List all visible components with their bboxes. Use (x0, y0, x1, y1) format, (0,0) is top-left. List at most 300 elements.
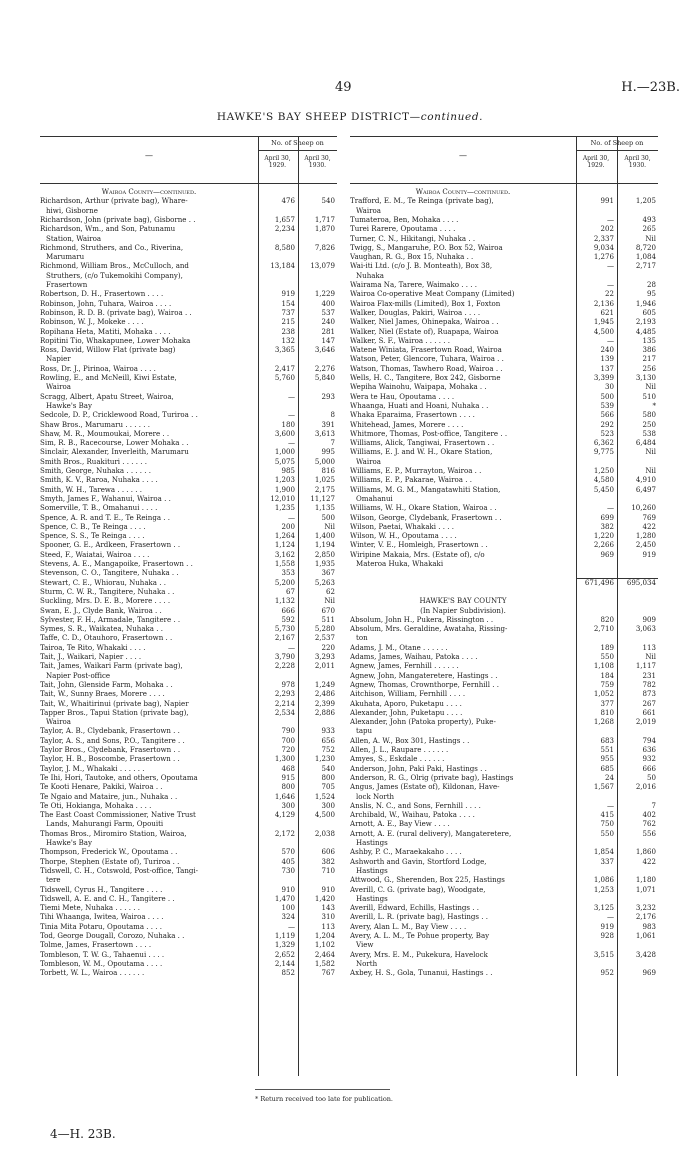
table-row (40, 690, 337, 699)
table-row (40, 235, 337, 244)
sheep-count-1930: 1,860 (635, 848, 656, 857)
sheep-count-1930: 762 (642, 820, 656, 829)
owner-name: Amyes, S., Eskdale . . . . . . (350, 755, 445, 764)
sheep-count-1929: — (287, 439, 295, 448)
owner-name: Anderson, John, Paki Paki, Hastings . . (350, 764, 487, 773)
sheep-count-1930: 2,019 (635, 718, 656, 727)
sheep-count-1929: 2,534 (274, 708, 295, 717)
table-row (350, 532, 658, 541)
table-row (350, 560, 658, 569)
sheep-count-1929: 1,657 (274, 215, 295, 224)
sheep-count-1929: 539 (600, 401, 614, 410)
sheep-count-1929: 202 (600, 225, 614, 234)
table-row (350, 411, 658, 420)
sheep-count-1930: 1,946 (635, 299, 656, 308)
sheep-count-1929: 353 (281, 569, 295, 578)
table-row (350, 402, 658, 411)
sheep-count-1930: 293 (321, 392, 335, 401)
sheep-count-1929: 2,417 (274, 364, 295, 373)
owner-name: tapu (356, 727, 373, 736)
owner-name: Suckling, Mrs. D. E. B., Morere . . . . (40, 597, 171, 606)
owner-name: lock North (356, 792, 395, 801)
sheep-count-1929: 238 (281, 327, 295, 336)
sheep-count-1930: 1,717 (314, 215, 335, 224)
owner-name: Anderson, R. G., Olrig (private bag), Hastings (350, 773, 514, 782)
sheep-count-1929: 969 (600, 550, 614, 559)
sheep-count-1929: 683 (600, 736, 614, 745)
sheep-count-1930: 666 (642, 764, 656, 773)
table-row (350, 541, 658, 550)
sheep-count-1929: 1,220 (593, 532, 614, 541)
owner-name: Ashworth and Gavin, Stortford Lodge, (350, 857, 487, 866)
table-row (350, 700, 658, 709)
sheep-count-1929: 2,144 (274, 959, 295, 968)
owner-name: Angus, James (Estate of), Kildonan, Have- (350, 783, 500, 792)
sheep-count-1929: 671,496 (584, 578, 614, 587)
table-row (40, 216, 337, 225)
owner-name: Tait, J., Waikari, Napier . . . . (40, 653, 142, 661)
owner-name: Te Oti, Hokianga, Mohaka . . . . (40, 801, 152, 810)
sheep-count-1929: 1,646 (274, 792, 295, 801)
sheep-count-1929: 2,710 (593, 625, 614, 634)
owner-name: Stevenson, C. O., Tangitere, Nuhaka . . (40, 569, 179, 578)
owner-name: Napier Post-office (46, 671, 111, 680)
owner-name: Watene Winiata, Frasertown Road, Wairoa (350, 346, 502, 355)
table-row (40, 895, 337, 904)
table-row (350, 476, 658, 485)
sheep-count-1930: 4,910 (635, 476, 656, 485)
sheep-count-1929: 8,580 (274, 243, 295, 252)
owner-name: Wairoa Flax-mills (Limited), Box 1, Foxton (350, 299, 501, 308)
sheep-count-1930: 636 (642, 746, 656, 754)
table-row (350, 495, 658, 504)
sheep-count-1930: 769 (642, 513, 656, 522)
table-row (350, 235, 658, 244)
table-row (350, 923, 658, 932)
sheep-count-1930: * (652, 401, 656, 410)
total-row (350, 579, 658, 588)
owner-name: Winter, V. E., Homleigh, Frasertown . . (350, 541, 488, 550)
table-row (350, 486, 658, 495)
owner-name: Sinclair, Alexander, Inverleith, Marumaru (40, 448, 189, 457)
sheep-count-1929: 919 (600, 922, 614, 931)
title-suffix: continued. (420, 111, 484, 123)
owner-name: Tombleson, T. W. G., Tahaenui . . . . (40, 950, 165, 959)
owner-name: Thorpe, Stephen (Estate of), Turiroa . . (40, 857, 180, 866)
owner-name: Wairoa (46, 718, 71, 727)
sheep-count-1930: 5,840 (314, 374, 335, 382)
owner-name: Alexander, John, Puketapu . . . . (350, 708, 463, 717)
table-row (40, 848, 337, 857)
table-row (40, 867, 337, 876)
owner-name: Materoa Huka, Whakaki (356, 560, 444, 568)
owner-name: Whaka Eparaima, Frasertown . . . . (350, 411, 475, 420)
owner-name: Wilson, George, Clydebank, Frasertown . . (350, 513, 502, 522)
sheep-count-1930: 1,025 (314, 476, 335, 485)
table-row (40, 616, 337, 625)
owner-name: Smyth, James F., Wahanui, Wairoa . . (40, 494, 171, 503)
sheep-count-1929: — (606, 336, 614, 345)
section-heading (40, 188, 337, 197)
table-row (40, 923, 337, 932)
table-row (40, 811, 337, 820)
sheep-count-1930: 5,000 (314, 457, 335, 466)
table-row (350, 653, 658, 662)
owner-name: Smith, George, Nuhaka . . . . . . (40, 467, 151, 475)
sheep-count-1929: 570 (281, 848, 295, 857)
table-row (40, 672, 337, 681)
owner-name: Te Kooti Henare, Pakiki, Wairoa . . (40, 783, 163, 792)
owner-name: Tidswell, Cyrus H., Tangitere . . . . (40, 885, 163, 894)
sheep-count-1930: 873 (642, 690, 656, 699)
sheep-count-1929: 800 (281, 783, 295, 792)
owner-name: Spence, A. R. and T. E., Te Reinga . . (40, 513, 171, 522)
sheep-count-1929: 790 (281, 727, 295, 736)
table-row (350, 793, 658, 802)
owner-name: Smith, K. V., Raroa, Nuhaka . . . . (40, 476, 158, 485)
sheep-count-1929: 1,253 (593, 885, 614, 894)
sheep-count-1929: 1,086 (593, 876, 614, 885)
table-row (40, 430, 337, 439)
table-row (350, 328, 658, 337)
table-row (350, 346, 658, 355)
table-row (350, 523, 658, 532)
table-row (350, 941, 658, 950)
table-row (40, 569, 337, 578)
owner-name: Symes, S. R., Waikatea, Nuhaka . . (40, 625, 163, 634)
table-row (350, 783, 658, 792)
table-row (40, 365, 337, 374)
table-row (40, 746, 337, 755)
sheep-count-1930: Nil (645, 467, 656, 475)
april-1929-header: April 30, 1929. (582, 155, 610, 169)
table-row (40, 802, 337, 811)
table-row (350, 681, 658, 690)
sheep-count-1930: 50 (647, 773, 656, 782)
table-row (350, 839, 658, 848)
sheep-count-1929: 1,900 (274, 485, 295, 494)
owner-name: Napier (46, 355, 71, 364)
table-row (40, 253, 337, 262)
sheep-count-1930: 995 (321, 448, 335, 457)
owner-name: Tolme, James, Frasertown . . . . (40, 941, 152, 950)
sheep-count-1929: 3,600 (274, 429, 295, 438)
owner-name: Taylor, H. B., Boscombe, Frasertown . . (40, 755, 180, 764)
owner-name: Tiemi Mete, Nuhaka . . . . . . (40, 904, 140, 913)
sheep-count-1929: 3,365 (274, 346, 295, 355)
sheep-count-1930: 5,280 (314, 625, 335, 634)
table-row (40, 644, 337, 653)
owner-name: Hastings (356, 894, 388, 903)
owner-name: Spence, C. B., Te Reinga . . . . (40, 522, 146, 531)
owner-name: Williams, W. H., Okare Station, Wairoa . . (350, 504, 497, 513)
owner-name: Scragg, Albert, Apatu Street, Wairoa, (40, 392, 174, 401)
sheep-count-header: No. of Sheep on (576, 139, 658, 151)
sheep-count-1929: 2,167 (274, 634, 295, 643)
owner-name: Whitehead, James, Morere . . . . (350, 420, 464, 429)
sheep-count-1930: 147 (321, 336, 335, 345)
table-row (350, 551, 658, 560)
sheep-count-1930: 386 (642, 346, 656, 355)
sheep-count-1929: 415 (600, 811, 614, 820)
sheep-count-1929: 1,264 (274, 532, 295, 541)
sheep-count-1929: 720 (281, 746, 295, 754)
table-row (350, 718, 658, 727)
owner-name: The East Coast Commissioner, Native Trust (40, 811, 196, 820)
sheep-count-1929: 24 (605, 773, 614, 782)
sheep-count-1930: 6,497 (635, 485, 656, 494)
sheep-count-1930: 2,038 (314, 829, 335, 838)
owner-name: Walker, S. F., Wairoa . . . . . . (350, 336, 450, 345)
owner-name: Hastings (356, 866, 388, 875)
owner-name: Taylor, A. B., Clydebank, Frasertown . . (40, 727, 180, 736)
sheep-count-1929: — (606, 281, 614, 289)
sheep-count-1929: 200 (281, 522, 295, 531)
table-row (350, 458, 658, 467)
table-row (350, 616, 658, 625)
owner-name: Tait, W., Whaitirinui (private bag), Napier (40, 699, 189, 708)
table-row (350, 876, 658, 885)
sheep-count-1929: 132 (281, 336, 295, 345)
table-row (40, 597, 337, 606)
table-row (350, 690, 658, 699)
owner-name: Williams, E. J. and W. H., Okare Station, (350, 448, 493, 457)
owner-name: Wiripine Makaia, Mrs. (Estate of), c/o (350, 550, 485, 559)
sheep-count-1930: 2,276 (314, 364, 335, 373)
sheep-count-1930: 10,260 (631, 504, 656, 513)
table-row (350, 207, 658, 216)
sheep-count-1930: 3,130 (635, 374, 656, 382)
sheep-count-1929: 985 (281, 467, 295, 475)
sheep-count-1929: — (606, 801, 614, 810)
sheep-count-1930: Nil (645, 383, 656, 392)
owner-name: Attwood, G., Sherenden, Box 225, Hastings (350, 876, 505, 885)
table-row (350, 709, 658, 718)
table-row (350, 644, 658, 653)
owner-name: (In Napier Subdivision). (420, 606, 506, 615)
sheep-count-1930: 4,500 (314, 811, 335, 820)
table-row (350, 858, 658, 867)
table-row (40, 337, 337, 346)
sheep-count-1930: 537 (321, 308, 335, 317)
owner-name: Ross, Dr. J., Pirinoa, Wairoa . . . . (40, 364, 156, 373)
sheep-count-1930: 11,127 (310, 494, 335, 503)
sheep-count-1930: 909 (642, 615, 656, 624)
table-row (40, 411, 337, 420)
owner-name: Wepiha Wainohu, Waipapa, Mohaka . . (350, 383, 487, 392)
owner-name: Struthers, (c/o Tukemokihi Company), (46, 271, 183, 280)
sheep-count-1929: 3,515 (593, 950, 614, 959)
sheep-count-1929: 2,214 (274, 699, 295, 708)
sheep-count-1930: 113 (321, 922, 335, 931)
sheep-count-1929: 2,652 (274, 950, 295, 959)
owner-name: Walker, Douglas, Pakiri, Wairoa . . . . (350, 308, 481, 317)
april-1930-header: April 30, 1930. (304, 155, 331, 169)
table-row (40, 318, 337, 327)
sheep-count-1929: 5,450 (593, 485, 614, 494)
table-row (40, 514, 337, 523)
sheep-count-1929: 4,129 (274, 811, 295, 820)
owner-name: hiwi, Gisborne (46, 206, 98, 215)
sheep-count-1929: 1,132 (274, 597, 295, 606)
sheep-count-1929: — (287, 922, 295, 931)
section-heading (350, 597, 658, 606)
sheep-count-1930: 710 (321, 866, 335, 875)
sheep-count-1929: 5,730 (274, 625, 295, 634)
column-rule (617, 136, 618, 1076)
owner-name: Rowling, E., and McNeill, Kiwi Estate, (40, 374, 177, 382)
sheep-count-1930: 1,230 (314, 755, 335, 764)
table-row (40, 820, 337, 829)
table-row (40, 662, 337, 671)
table-row (40, 951, 337, 960)
sheep-count-1929: 180 (281, 420, 295, 429)
owner-name: Agnew, James, Fernhill . . . . . . (350, 662, 459, 671)
table-row (350, 932, 658, 941)
owner-name: Williams, E. P., Murrayton, Wairoa . . (350, 467, 482, 475)
owner-name: Wilson, W. H., Opoutama . . . . (350, 532, 457, 541)
table-row (350, 467, 658, 476)
sheep-count-1929: 737 (281, 308, 295, 317)
sheep-count-1929: 1,119 (274, 932, 295, 940)
owner-name: Avery, Mrs. E. M., Pukekura, Havelock (350, 950, 488, 959)
sheep-count-1930: 1,117 (635, 662, 656, 671)
table-row (350, 802, 658, 811)
sheep-count-1929: 468 (281, 764, 295, 773)
owner-name: Smith, W. H., Tarewa . . . . . . (40, 485, 142, 494)
owner-name: tere (46, 876, 61, 885)
table-row (40, 439, 337, 448)
table-row (40, 588, 337, 597)
sheep-count-1929: 1,470 (274, 894, 295, 903)
sheep-count-1930: 1,524 (314, 792, 335, 801)
sheep-count-1930: 95 (647, 290, 656, 299)
table-row (40, 225, 337, 234)
sheep-count-1930: 752 (321, 746, 335, 754)
document-reference: H.—23B. (621, 80, 680, 95)
table-row (350, 244, 658, 253)
owner-name: Sylvester, F. H., Armadale, Tangitere . . (40, 615, 181, 624)
sheep-count-1929: 67 (286, 587, 295, 596)
owner-name: Marumaru (46, 253, 85, 262)
sheep-count-1929: 928 (600, 932, 614, 940)
sheep-count-1930: 3,646 (314, 346, 335, 355)
sheep-count-1929: 154 (281, 299, 295, 308)
sheep-count-1929: 476 (281, 197, 295, 206)
sheep-count-1929: 1,203 (274, 476, 295, 485)
sheep-count-1930: 217 (642, 355, 656, 364)
owner-name: Williams, Alick, Tangiwai, Frasertown . . (350, 439, 495, 448)
owner-name: North (356, 959, 378, 968)
owner-name: Tombleson, W. M., Opoutama . . . . (40, 959, 163, 968)
owner-name: Tumateroa, Ben, Mohaka . . . . (350, 215, 459, 224)
name-column-header: — (145, 151, 153, 160)
table-row (350, 848, 658, 857)
owner-name: Vaughan, R. G., Box 15, Nuhaka . . (350, 253, 474, 262)
section-heading (350, 607, 658, 616)
sheep-count-1930: 2,464 (314, 950, 335, 959)
sheep-count-1930: 910 (321, 885, 335, 894)
sheep-count-1930: 919 (642, 550, 656, 559)
sheep-count-1930: 1,420 (314, 894, 335, 903)
table-row (40, 876, 337, 885)
sheep-count-1929: 137 (600, 364, 614, 373)
sheep-count-1930: 1,280 (635, 532, 656, 541)
owner-name: Anslis, N. C., and Sons, Fernhill . . . . (350, 801, 481, 810)
table-row (350, 886, 658, 895)
owner-name: Turei Rarere, Opoutama . . . . (350, 225, 456, 234)
sheep-count-1929: 550 (600, 829, 614, 838)
owner-name: Wai-iti Ltd. (c/o J. B. Monteath), Box 38, (350, 262, 493, 271)
sheep-count-1930: 2,175 (314, 485, 335, 494)
sheep-count-1930: 2,399 (314, 699, 335, 708)
owner-name: Sim, R. B., Racecourse, Lower Mohaka . . (40, 439, 189, 448)
owner-name: HAWKE'S BAY COUNTY (419, 597, 507, 606)
sheep-count-1930: 1,180 (635, 876, 656, 885)
sheep-count-1929: 1,300 (274, 755, 295, 764)
owner-name: Archibald, W., Waihau, Patoka . . . . (350, 811, 475, 820)
table-row (350, 374, 658, 383)
table-row (350, 774, 658, 783)
table-row (350, 625, 658, 634)
owner-name: Steed, F., Waiatai, Wairoa . . . . (40, 550, 150, 559)
sheep-count-1930: 816 (321, 467, 335, 475)
sheep-count-1929: 3,125 (593, 904, 614, 913)
name-column-header: — (459, 151, 467, 160)
sheep-count-1930: 606 (321, 848, 335, 857)
owner-name: Hawke's Bay (46, 401, 92, 410)
footnote-rule (255, 1089, 390, 1090)
owner-name: Arnott, A. E., Bay View . . . . (350, 820, 450, 829)
sheep-count-1929: 4,500 (593, 327, 614, 336)
sheep-count-1929: 6,362 (593, 439, 614, 448)
owner-name: Tait, James, Waikari Farm (private bag), (40, 662, 183, 671)
owner-name: Axbey, H. S., Gola, Tunanui, Hastings . . (350, 969, 493, 978)
sheep-count-1930: 1,135 (314, 504, 335, 513)
table-row (40, 476, 337, 485)
table-row (40, 625, 337, 634)
table-row (40, 448, 337, 457)
sheep-count-1930: 1,582 (314, 959, 335, 968)
table-row (40, 839, 337, 848)
table-row (350, 197, 658, 206)
owner-name: Trafford, E. M., Te Reinga (private bag), (350, 197, 494, 206)
sheep-count-1929: 621 (600, 308, 614, 317)
sheep-count-1930: Nil (324, 522, 335, 531)
sheep-count-1930: 538 (642, 429, 656, 438)
owner-name: Richardson, Wm., and Son, Patunamu (40, 225, 176, 234)
owner-name: Agnew, John, Mangateretere, Hastings . . (350, 671, 498, 680)
sheep-count-1930: 422 (642, 522, 656, 531)
owner-name: Ashby, P. C., Maraekakaho . . . . (350, 848, 462, 857)
owner-name: Adams, J. M., Otane . . . . . . (350, 643, 448, 652)
sheep-count-1929: 978 (281, 680, 295, 689)
sheep-count-1929: 9,775 (593, 448, 614, 457)
sheep-count-1930: 5,263 (314, 578, 335, 587)
sheep-count-1930: 240 (321, 318, 335, 327)
sheep-count-1930: 767 (321, 969, 335, 978)
table-row (40, 793, 337, 802)
table-row (40, 737, 337, 746)
owner-name: Williams, E. P., Pakarae, Wairoa . . (350, 476, 472, 485)
sheep-count-1929: 810 (600, 708, 614, 717)
sheep-count-1929: 1,108 (593, 662, 614, 671)
sheep-count-1929: 405 (281, 857, 295, 866)
table-row (40, 932, 337, 941)
owner-name: Tod, George Dougall, Corozo, Nuhaka . . (40, 932, 185, 940)
sheep-count-1930: 3,293 (314, 653, 335, 661)
sheep-count-1929: 1,567 (593, 783, 614, 792)
